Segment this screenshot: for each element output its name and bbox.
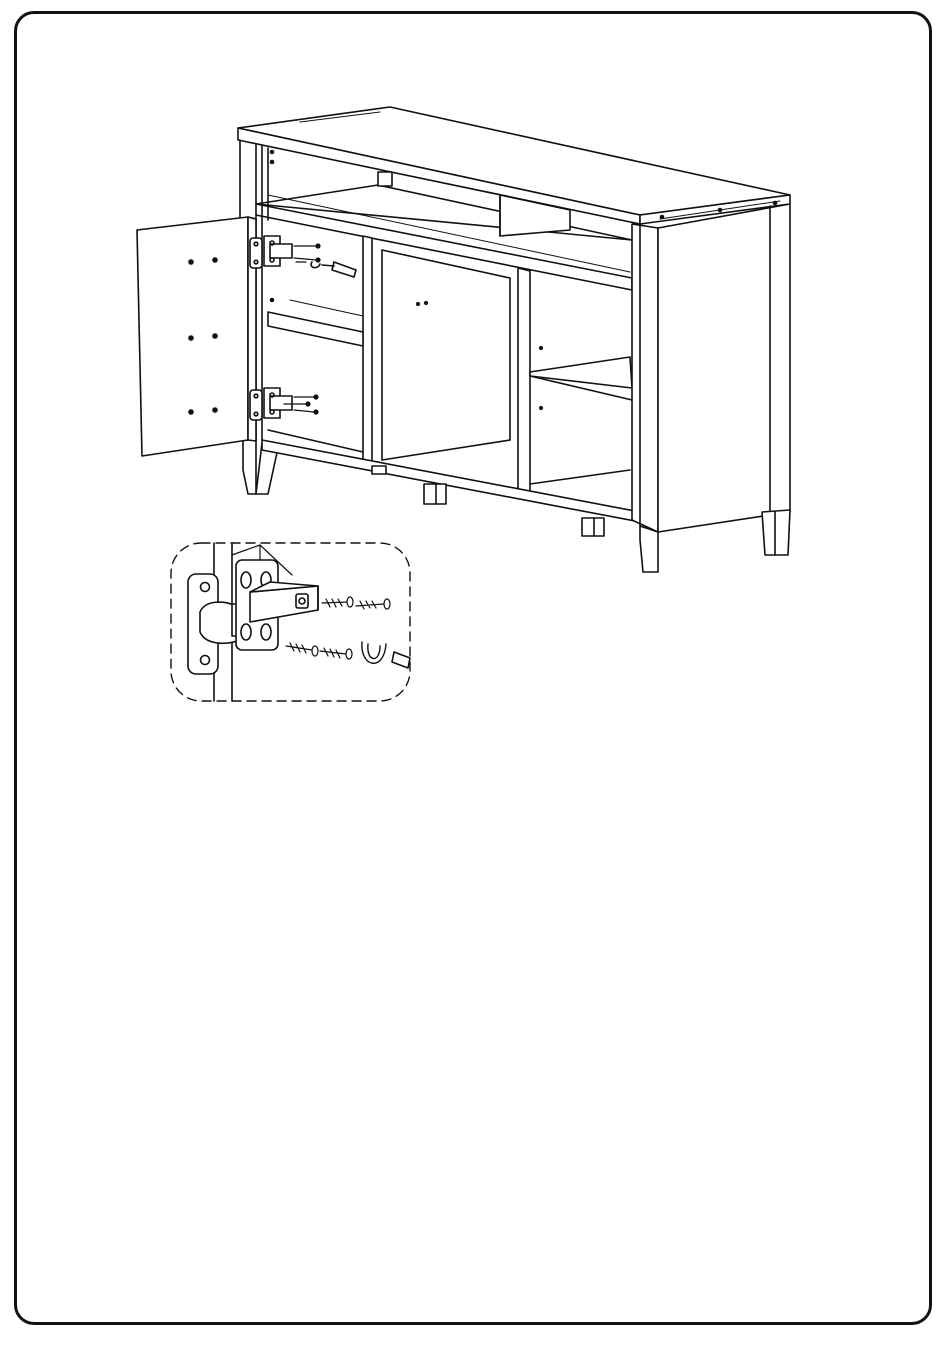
screwdriver — [311, 262, 356, 277]
open-door — [137, 217, 256, 456]
right-back-leg — [762, 510, 790, 555]
center-compartment — [382, 250, 510, 460]
hinge-top-screws — [294, 244, 320, 262]
divider-left — [363, 236, 372, 466]
divider-right — [518, 268, 530, 494]
left-shelf — [268, 300, 363, 452]
hinge-detail-callout — [171, 543, 410, 701]
right-side-panel — [632, 204, 790, 532]
hinge-top — [250, 236, 292, 268]
right-front-leg — [640, 526, 658, 572]
bottom-rail — [262, 440, 640, 522]
right-shelf — [530, 347, 632, 484]
